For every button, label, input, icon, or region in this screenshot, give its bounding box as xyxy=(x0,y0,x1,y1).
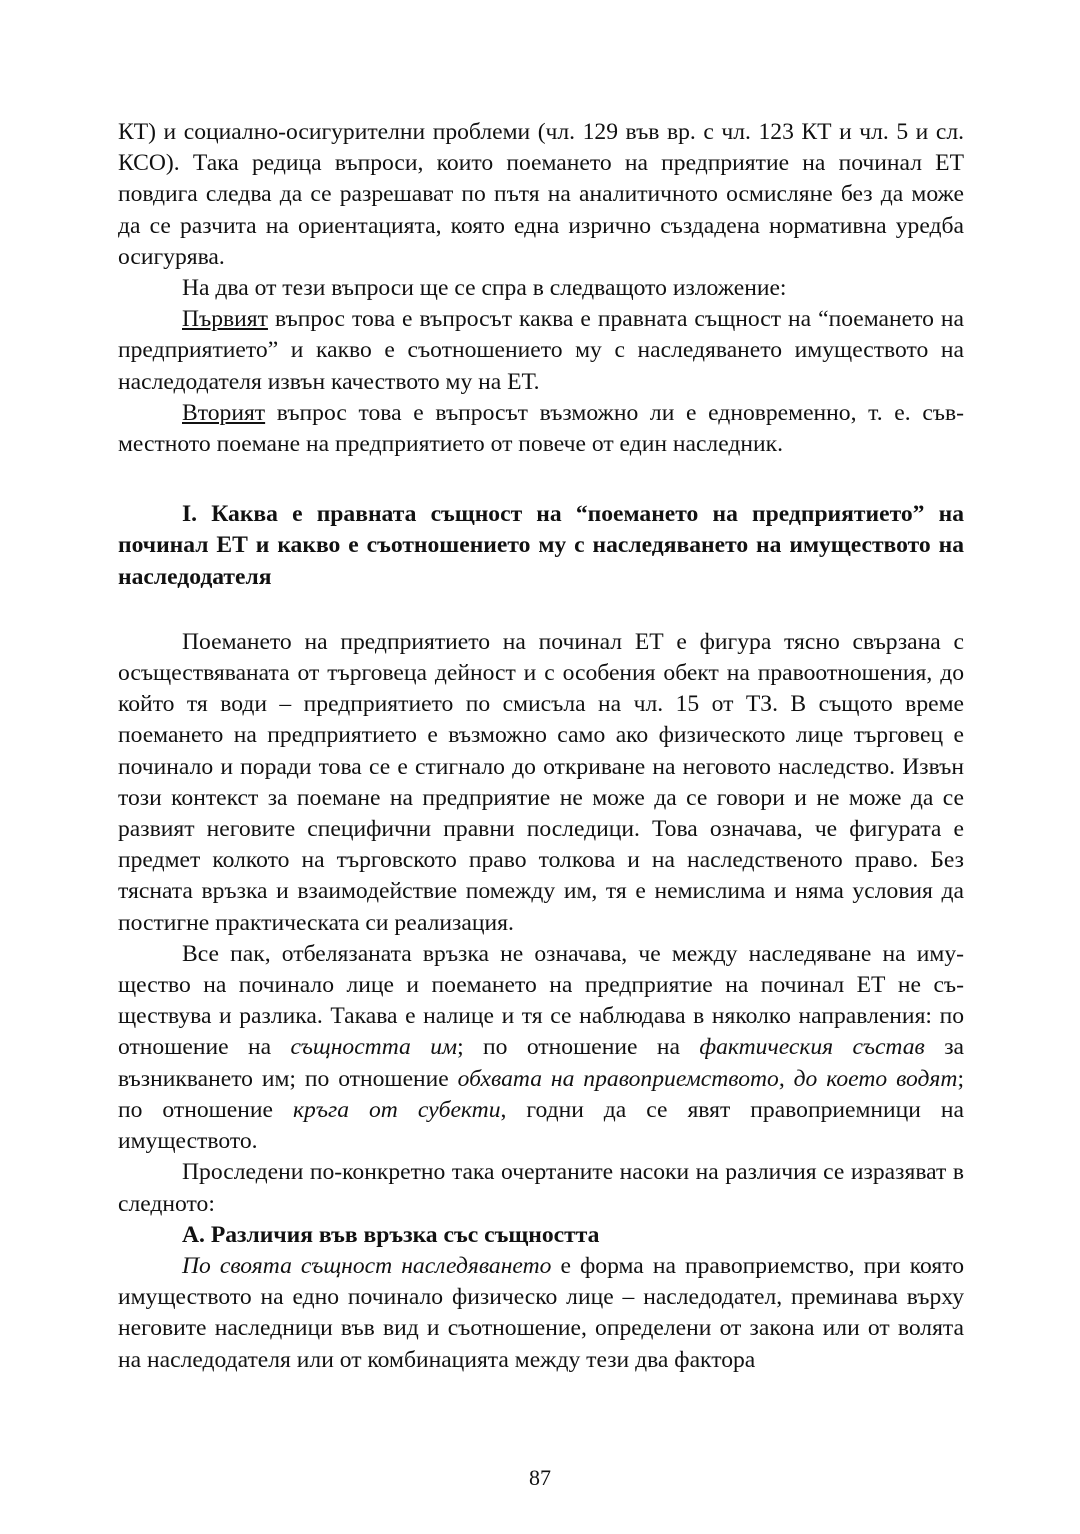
paragraph-section1-2 xyxy=(118,939,964,1157)
italic-run: кръга от субекти xyxy=(292,1096,501,1123)
italic-run: По своята същност наследяването xyxy=(182,1252,552,1279)
text-run: ; по отношение xyxy=(118,1065,964,1123)
paragraph-continued: КТ) и социално-осигурителни проблеми (чл. 129 във вр. с чл. 123 КТ и чл. 5 и сл. КСО). Така редица въпроси, които поемането на предприятие на починал ЕТ повдига следва да се разрешават по пътя на аналитичното осмисляне без да може да се разчита на ориентацията, която една изрично създадена нормативна уредба осигурява. xyxy=(118,119,964,270)
italic-run: фактическия състав xyxy=(699,1034,925,1061)
paragraph-second-question xyxy=(118,398,964,460)
first-question-label: Първият xyxy=(182,306,268,333)
italic-run: същността им xyxy=(290,1034,458,1061)
second-question-label: Вторият xyxy=(182,399,266,426)
text-run: е форма на правоприемство, при която имуществото на едно починало физическо лице – наследодател, преминава върху неговите наследници във вид и съотношение, определени от закона или от волята на наследодателя или от комбинацията между тези два фактора xyxy=(118,1252,964,1373)
second-question-text: въпрос това е въпросът възможно ли е едновременно, т. е. съвместното поемане на предприятието от повече от един наследник. xyxy=(118,399,964,458)
first-question-text: въпрос това е въпросът каква е правната същност на “поемането на предприятието” и какво е съотношението му с наследяването имуществото на наследодателя извън качеството му на ЕТ. xyxy=(118,306,964,395)
page-body xyxy=(118,117,964,1376)
text-run: , годни да се явят правоприемници на имуществото. xyxy=(118,1096,964,1155)
paragraph-first-question xyxy=(118,304,964,398)
subsection-heading-a: А. Различия във връзка със същността xyxy=(182,1221,600,1248)
page-number: 87 xyxy=(529,1465,551,1490)
paragraph-sectionA-1 xyxy=(118,1251,964,1376)
section-heading-1: I. Каква е правната същност на “поемането на предприятието” на починал ЕТ и какво е съотношението му с наследяването на имуществото на наследодателя xyxy=(118,501,964,590)
text-run: за възникването им; по отношение xyxy=(118,1034,964,1092)
text-run: Все пак, отбелязаната връзка не означава, че между наследяване на имущество на починало лице и поемането на предприятие на починал ЕТ не съществува и разлика. Такава е налице и тя се наблюдава в няколко направления: по отношение на xyxy=(118,940,964,1061)
paragraph-section1-1: Поемането на предприятието на починал ЕТ е фигура тясно свързана с осъществяваната от търговеца дейност и с особения обект на правоотношения, до който тя води – предприятието по смисъла на чл. 15 от ТЗ. В същото време поемането на предприятието е възможно само ако физическото лице търговец е починало и поради това се е стигнало до откриване на неговото наследство. Извън този контекст за поемане на предприятие не може да се говори и не може да се развият неговите специфични правни последици. Това означава, че фигурата е предмет колкото на търговското право толкова и на наследственото право. Без тясната връзка и взаимодействие помежду им, тя е немислима и няма условия да постигне практическата си реализация. xyxy=(118,628,964,936)
paragraph-section1-3: Проследени по-конкретно така очертаните насоки на различия се изразяват в следното: xyxy=(118,1159,964,1217)
italic-run: обхвата на правоприемството, до което водят xyxy=(457,1065,958,1092)
text-run: ; по отношение на xyxy=(457,1034,700,1061)
paragraph-intro-questions: На два от тези въпроси ще се спра в следващото изложение: xyxy=(182,275,787,302)
